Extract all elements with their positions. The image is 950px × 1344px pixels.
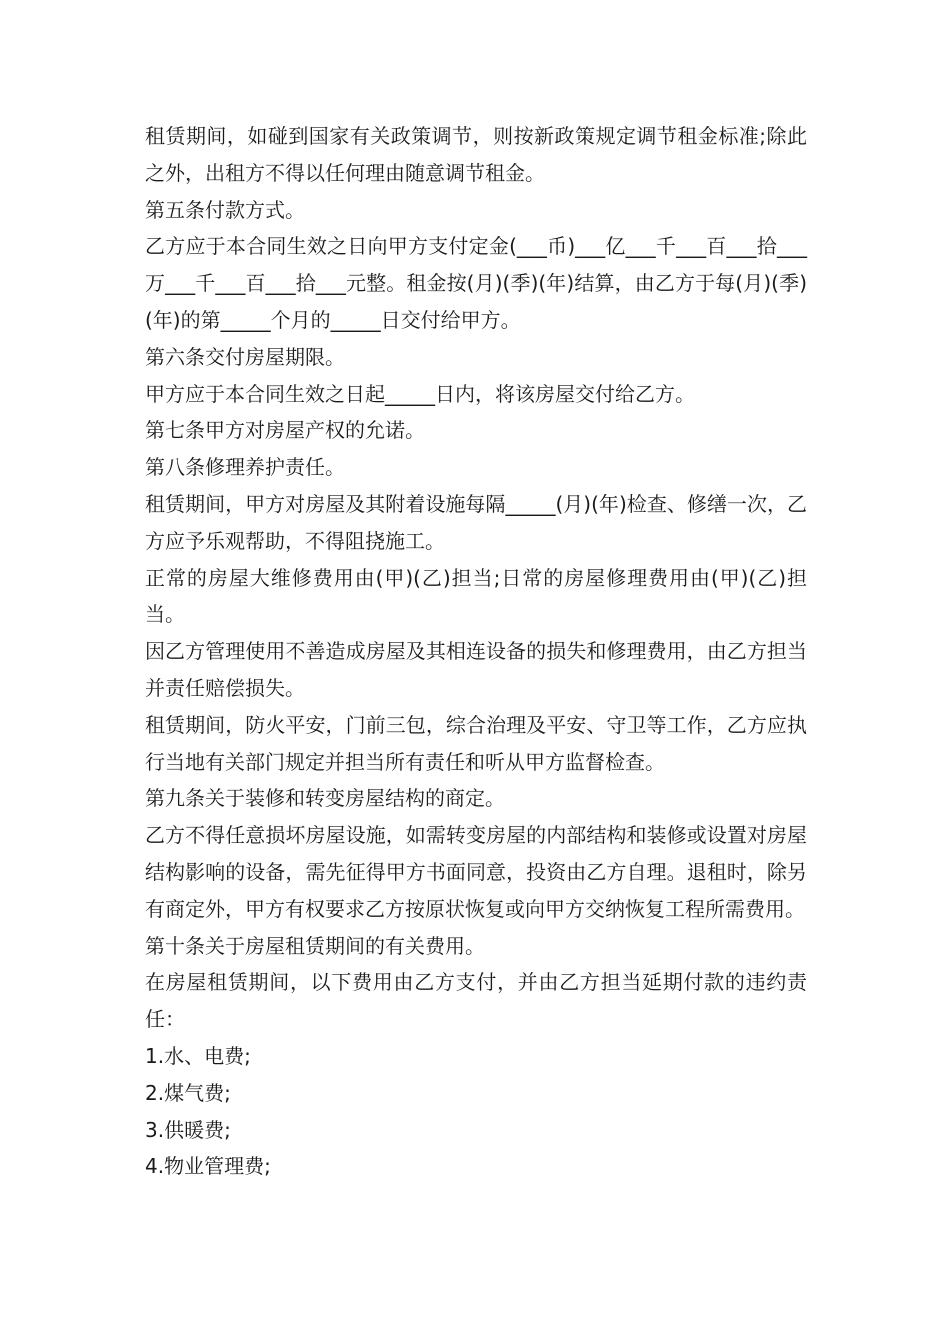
list-item-water-electricity: 1.水、电费; xyxy=(145,1043,251,1068)
paragraph-fees-intro: 在房屋租赁期间，以下费用由乙方支付，并由乙方担当延期付款的违约责任： xyxy=(145,970,807,1032)
list-item-heating: 3.供暖费; xyxy=(145,1117,231,1142)
paragraph-inspection: 租赁期间，甲方对房屋及其附着设施每隔_____(月)(年)检查、修缮一次，乙方应予乐观帮助，不得阻挠施工。 xyxy=(145,491,807,553)
heading-article-5: 第五条付款方式。 xyxy=(145,197,305,222)
paragraph-renovation: 乙方不得任意损坏房屋设施，如需转变房屋的内部结构和装修或设置对房屋结构影响的设备，需先征得甲方书面同意，投资由乙方自理。退租时，除另有商定外，甲方有权要求乙方按原状恢复或向甲方交纳恢复工程所需费用。 xyxy=(145,823,807,921)
paragraph-safety: 租赁期间，防火平安，门前三包，综合治理及平安、守卫等工作，乙方应执行当地有关部门规定并担当所有责任和听从甲方监督检查。 xyxy=(145,712,807,774)
heading-article-7: 第七条甲方对房屋产权的允诺。 xyxy=(145,418,425,443)
list-item-gas: 2.煤气费; xyxy=(145,1080,231,1105)
paragraph-delivery-deadline: 甲方应于本合同生效之日起_____日内，将该房屋交付给乙方。 xyxy=(145,381,695,406)
heading-article-8: 第八条修理养护责任。 xyxy=(145,455,345,480)
document-body xyxy=(145,118,807,1185)
list-item-property-management: 4.物业管理费; xyxy=(145,1154,271,1179)
heading-article-10: 第十条关于房屋租赁期间的有关费用。 xyxy=(145,933,485,958)
paragraph-payment-terms: 乙方应于本合同生效之日向甲方支付定金(___币)___亿___千___百___拾___万___千___百___拾___元整。租金按(月)(季)(年)结算，由乙方于每(月)(季)(年)的第_____个月的_____日交付给甲方。 xyxy=(145,234,807,332)
paragraph-repair-costs: 正常的房屋大维修费用由(甲)(乙)担当;日常的房屋修理费用由(甲)(乙)担当。 xyxy=(145,565,807,627)
paragraph-damage-liability: 因乙方管理使用不善造成房屋及其相连设备的损失和修理费用，由乙方担当并责任赔偿损失。 xyxy=(145,639,807,700)
paragraph-rent-adjustment: 租赁期间，如碰到国家有关政策调节，则按新政策规定调节租金标准;除此之外，出租方不得以任何理由随意调节租金。 xyxy=(145,124,807,185)
heading-article-9: 第九条关于装修和转变房屋结构的商定。 xyxy=(145,786,505,811)
heading-article-6: 第六条交付房屋期限。 xyxy=(145,344,345,369)
